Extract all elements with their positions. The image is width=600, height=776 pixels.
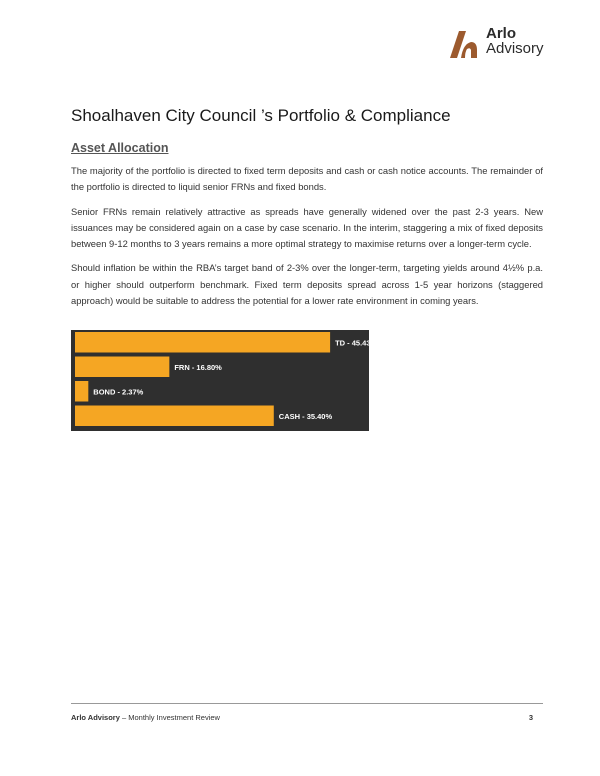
footer-brand: Arlo Advisory bbox=[71, 713, 120, 722]
bar-bond bbox=[75, 381, 88, 402]
asset-allocation-chart-svg bbox=[71, 330, 378, 431]
logo-text-advisory: Advisory bbox=[486, 40, 544, 57]
paragraph-2: Senior FRNs remain relatively attractive as spreads have generally widened over the past 2-3 years. New issuances may be considered again on a case by case scenario. In the interim, staggering a mix of fixed deposits between 9-12 months to 3 years remains a more optimal strategy to maximise returns over a longer-term cycle. bbox=[71, 205, 543, 250]
paragraph-3: Should inflation be within the RBA’s target band of 2-3% over the longer-term, targeting yields around 4½% p.a. or higher should outperform benchmark. Fixed term deposits spread across 1-5 year horizons (staggered approach) would be suitable to address the potential for a lower rate environment in coming years. bbox=[71, 262, 543, 307]
paragraph-1: The majority of the portfolio is directed to fixed term deposits and cash or cash notice accounts. The remainder of the portfolio is directed to liquid senior FRNs and fixed bonds. bbox=[71, 165, 543, 193]
bar-cash bbox=[75, 406, 274, 427]
footer-text: – Monthly Investment Review bbox=[119, 713, 220, 722]
arlo-advisory-logo bbox=[446, 26, 556, 62]
page-number: 3 bbox=[528, 713, 533, 722]
data-label-frn: FRN - 16.80% bbox=[174, 362, 222, 372]
data-label-cash: CASH - 35.40% bbox=[278, 411, 333, 421]
bar-frn bbox=[75, 357, 169, 378]
footer bbox=[71, 713, 543, 722]
footer-divider bbox=[71, 703, 543, 704]
data-label-bond: BOND - 2.37% bbox=[93, 387, 144, 397]
page-title: Shoalhaven City Council ’s Portfolio & Compliance bbox=[71, 106, 451, 125]
asset-allocation-chart bbox=[71, 330, 378, 431]
section-heading-asset-allocation: Asset Allocation bbox=[71, 141, 169, 155]
bar-td bbox=[75, 332, 330, 353]
arlo-logo-icon bbox=[446, 28, 480, 60]
data-label-td: TD - 45.43% bbox=[335, 338, 378, 348]
logo-text-arlo: Arlo bbox=[486, 25, 516, 42]
body-text bbox=[71, 163, 543, 317]
